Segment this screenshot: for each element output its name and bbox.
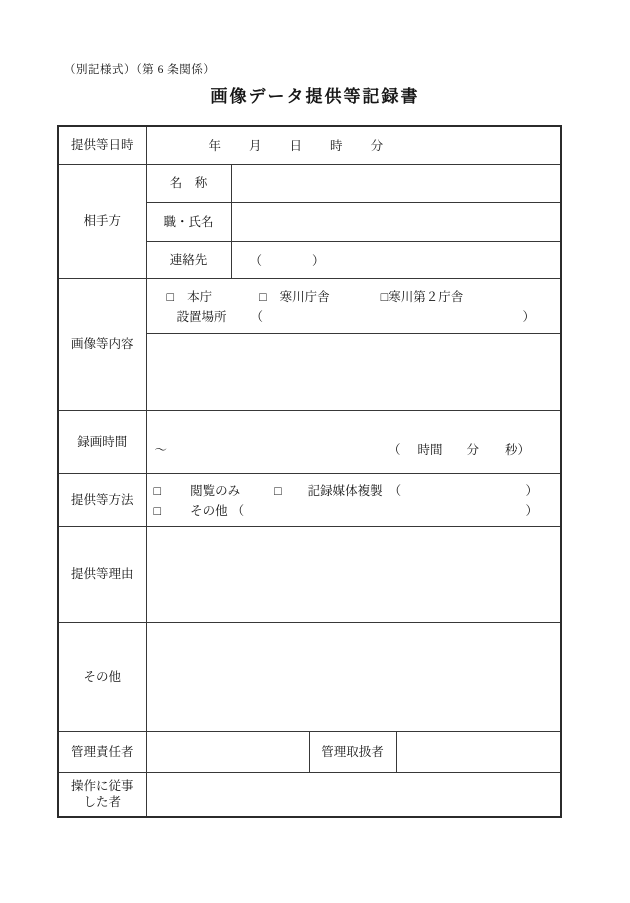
datetime-blanks [147,136,561,154]
label-provision-datetime: 提供等日時 [58,126,146,164]
option-samukawa-dai2-chosha-label: 寒川第２庁舎 [388,289,464,304]
option-honcho [167,287,213,307]
cell-counterpart-name-value [231,164,561,202]
page-title: 画像データ提供等記録書 [210,87,420,106]
unit-year: 年 [208,139,222,154]
cell-counterpart-contact-value [231,241,561,278]
label-operator-line2: した者 [83,795,121,810]
cell-provision-reason [146,526,561,622]
row-other-notes [58,622,561,731]
checkbox-icon: □ [153,483,162,498]
row-recording-time [58,410,561,473]
range-tilde: ～ [154,442,168,457]
label-provision-reason: 提供等理由 [58,526,146,622]
installation-place-line [147,307,561,328]
unit-day: 日 [289,139,303,154]
checkbox-icon: □ [274,483,282,498]
label-counterpart: 相手方 [58,164,146,278]
option-samukawa-dai2-chosha [381,287,464,307]
label-counterpart-contact: 連絡先 [146,241,231,278]
cell-image-content-location [146,278,561,333]
label-operator-line1: 操作に従事 [70,779,134,794]
duration-hours: 時間 [417,442,443,457]
location-options [147,279,561,328]
unit-minute: 分 [370,139,384,154]
form-style-note: （別記様式）（第 6 条関係） [64,64,216,76]
installation-place-label: 設置場所 [176,309,227,324]
duration-paren-open: （ [387,442,401,457]
option-honcho-label: 本庁 [187,289,213,304]
row-counterpart-name [58,164,561,202]
cell-manager-value [146,731,309,772]
label-counterpart-name: 名 称 [146,164,231,202]
option-samukawa-chosha [259,287,330,307]
row-image-content-location [58,278,561,333]
option-media-copy-label: 記録媒体複製 [307,483,383,498]
option-samukawa-chosha-label: 寒川庁舎 [279,289,330,304]
installation-paren-open: （ [250,309,264,324]
record-form-table [57,125,562,818]
cell-recording-time [146,410,561,473]
cell-counterpart-title-name-value [231,202,561,241]
label-handler: 管理取扱者 [309,731,396,772]
checkbox-icon: □ [259,289,267,304]
label-recording-time: 録画時間 [58,410,146,473]
checkbox-icon: □ [166,289,175,304]
installation-paren-close: ） [522,309,536,324]
label-manager: 管理責任者 [58,731,146,772]
media-copy-paren-open: （ [388,483,402,498]
method-line-2 [147,501,561,521]
row-manager-handler [58,731,561,772]
row-provision-reason [58,526,561,622]
row-operator [58,772,561,817]
unit-month: 月 [249,139,262,154]
checkbox-icon: □ [153,503,162,518]
contact-parens: （ ） [249,253,325,268]
checkbox-icon: □ [380,289,389,304]
other-paren-close: ） [525,503,539,518]
other-paren-open: （ [231,503,245,518]
method-line-1 [147,481,561,501]
location-checkbox-line [147,287,561,307]
cell-operator-value [146,772,561,817]
cell-provision-method [146,473,561,526]
label-provision-method: 提供等方法 [58,473,146,526]
option-other-label: その他 [190,503,228,518]
recording-time-line [147,426,561,458]
label-image-content: 画像等内容 [58,278,146,410]
method-options [147,474,561,526]
label-operator [58,772,146,817]
row-provision-method [58,473,561,526]
duration-blanks [388,440,530,458]
cell-other-notes [146,622,561,731]
media-copy-paren-close: ） [525,483,539,498]
label-counterpart-title-name: 職・氏名 [146,202,231,241]
cell-image-content-detail [146,333,561,410]
duration-minutes: 分 [466,442,479,457]
label-other-notes: その他 [58,622,146,731]
cell-provision-datetime [146,126,561,164]
unit-hour: 時 [330,139,343,154]
cell-handler-value [396,731,561,772]
option-view-only-label: 閲覧のみ [190,483,241,498]
duration-seconds: 秒） [505,442,531,457]
row-provision-datetime [58,126,561,164]
